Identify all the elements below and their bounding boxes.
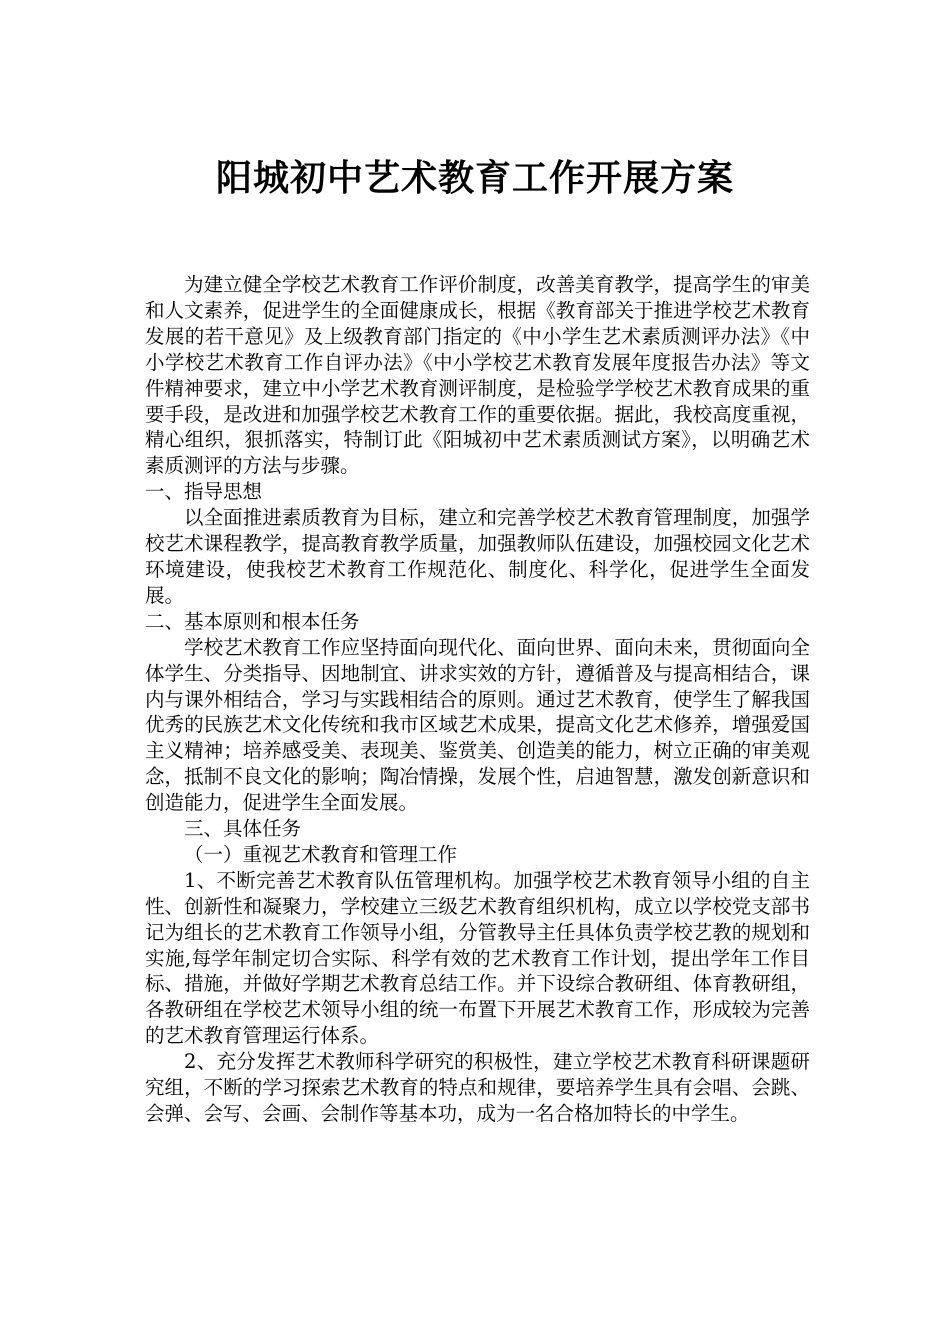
section-heading-specific-tasks: 三、具体任务 bbox=[184, 817, 302, 841]
principles-paragraph: 学校艺术教育工作应坚持面向现代化、面向世界、面向未来，贯彻面向全体学生、分类指导、因地制宜、讲求实效的方针，遵循普及与提高相结合，课内与课外相结合，学习与实践相结合的原则。通过艺术教育，使学生了解我国优秀的民族艺术文化传统和我市区域艺术成果，提高文化艺术修养，增强爱国主义精神；培养感受美、表现美、鉴赏美、创造美的能力，树立正确的审美观念，抵制不良文化的影响；陶冶情操，发展个性，启迪智慧，激发创新意识和创造能力，促进学生全面发展。 bbox=[145, 635, 810, 815]
guiding-ideology-paragraph: 以全面推进素质教育为目标，建立和完善学校艺术教育管理制度，加强学校艺术课程教学，提高教育教学质量，加强教师队伍建设，加强校园文化艺术环境建设，使我校艺术教育工作规范化、制度化、科学化，促进学生全面发展。 bbox=[145, 506, 810, 607]
section-heading-guiding-ideology: 一、指导思想 bbox=[145, 480, 263, 504]
intro-paragraph: 为建立健全学校艺术教育工作评价制度，改善美育教学，提高学生的审美和人文素养，促进学生的全面健康成长，根据《教育部关于推进学校艺术教育发展的若干意见》及上级教育部门指定的《中小学生艺术素质测评办法》《中小学校艺术教育工作自评办法》《中小学校艺术教育发展年度报告办法》等文件精神要求，建立中小学艺术教育测评制度，是检验学学校艺术教育成果的重要手段，是改进和加强学校艺术教育工作的重要依据。据此，我校高度重视，精心组织，狠抓落实，特制订此《阳城初中艺术素质测试方案》，以明确艺术素质测评的方法与步骤。 bbox=[145, 273, 810, 478]
section-heading-principles-tasks: 二、基本原则和根本任务 bbox=[145, 609, 360, 633]
document-body bbox=[145, 272, 810, 1127]
subsection-heading-management: （一）重视艺术教育和管理工作 bbox=[184, 842, 458, 866]
document-title: 阳城初中艺术教育工作开展方案 bbox=[215, 157, 734, 199]
task-item-1-paragraph: 1、不断完善艺术教育队伍管理机构。加强学校艺术教育领导小组的自主性、创新性和凝聚力，学校建立三级艺术教育组织机构，成立以学校党支部书记为组长的艺术教育工作领导小组，分管教导主任具体负责学校艺教的规划和实施,每学年制定切合实际、科学有效的艺术教育工作计划，提出学年工作目标、措施，并做好学期艺术教育总结工作。并下设综合教研组、体育教研组，各教研组在学校艺术领导小组的统一布置下开展艺术教育工作，形成较为完善的艺术教育管理运行体系。 bbox=[145, 868, 810, 1048]
task-item-2-paragraph: 2、充分发挥艺术教师科学研究的积极性，建立学校艺术教育科研课题研究组，不断的学习探索艺术教育的特点和规律，要培养学生具有会唱、会跳、会弹、会写、会画、会制作等基本功，成为一名合格加特长的中学生。 bbox=[145, 1050, 810, 1125]
